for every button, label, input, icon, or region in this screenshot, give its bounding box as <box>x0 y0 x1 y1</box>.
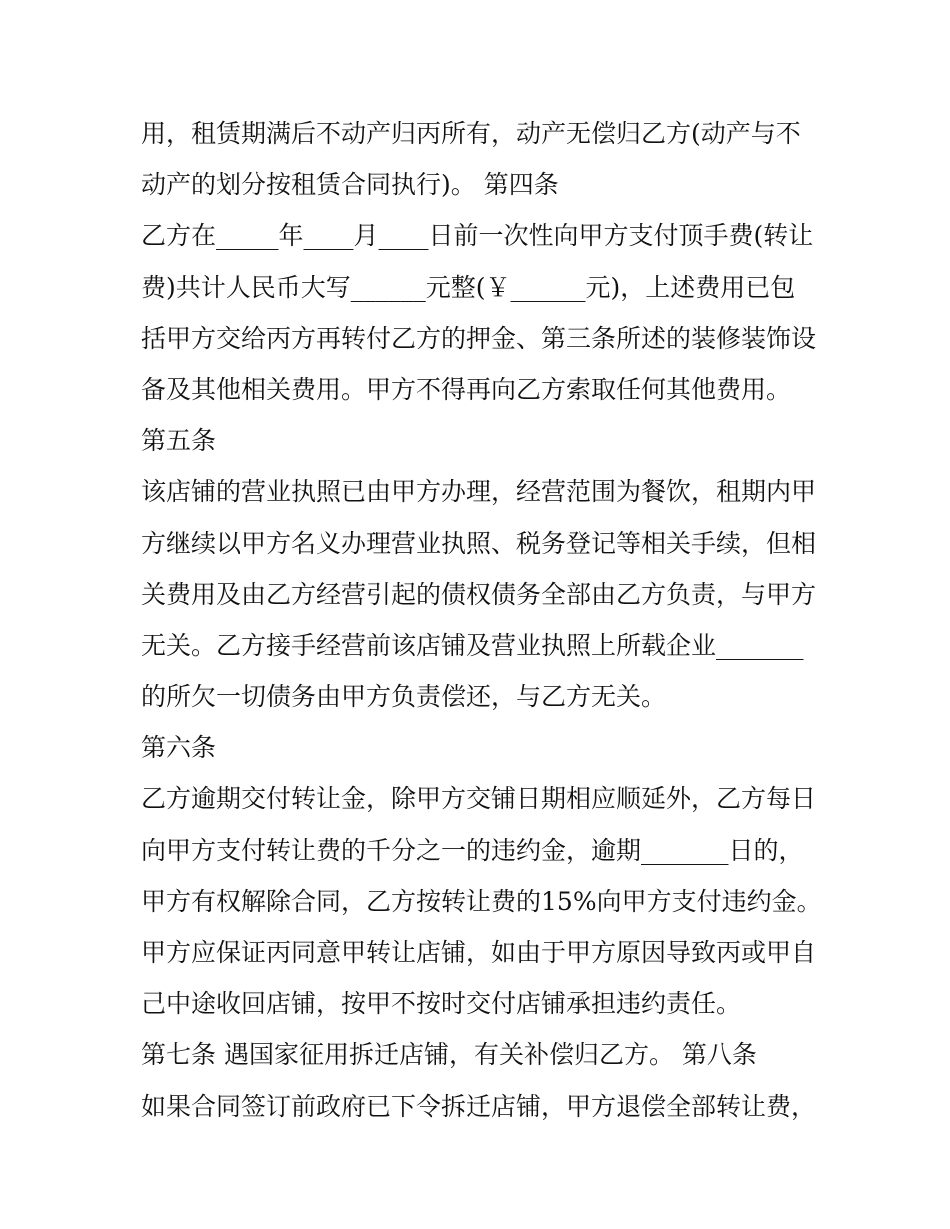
text-line: 的所欠一切债务由甲方负责偿还，与乙方无关。 <box>141 682 667 712</box>
contract-text <box>141 108 821 1132</box>
text-line: 关费用及由乙方经营引起的债权债务全部由乙方负责，与甲方 <box>141 579 817 609</box>
text-line: 备及其他相关费用。甲方不得再向乙方索取任何其他费用。 <box>141 374 792 404</box>
text-line: 甲方应保证丙同意甲转让店铺，如由于甲方原因导致丙或甲自 <box>141 938 817 967</box>
text-line: 甲方有权解除合同，乙方按转让费的15%向甲方支付违约金。 <box>141 886 822 916</box>
text-line: 如果合同签订前政府已下令拆迁店铺，甲方退偿全部转让费， <box>141 1091 817 1121</box>
text-line: 动产的划分按租赁合同执行)。 第四条 <box>141 170 559 200</box>
text-line: 费)共计人民币大写______元整(￥______元)，上述费用已包 <box>141 272 796 302</box>
text-line: 用，租赁期满后不动产归丙所有，动产无偿归乙方(动产与不 <box>141 119 801 148</box>
text-line: 向甲方支付转让费的千分之一的违约金，逾期_______日的， <box>141 835 804 865</box>
section-heading: 第六条 <box>141 733 217 763</box>
text-line: 第七条 遇国家征用拆迁店铺，有关补偿归乙方。 第八条 <box>141 1040 757 1070</box>
text-line: 括甲方交给丙方再转付乙方的押金、第三条所述的装修装饰设 <box>141 323 817 353</box>
text-line: 该店铺的营业执照已由甲方办理，经营范围为餐饮，租期内甲 <box>141 477 817 507</box>
text-line: 方继续以甲方名义办理营业执照、税务登记等相关手续，但相 <box>141 528 817 558</box>
section-heading: 第五条 <box>141 426 217 456</box>
text-line: 乙方在_____年____月____日前一次性向甲方支付顶手费(转让 <box>141 221 814 251</box>
text-line: 乙方逾期交付转让金，除甲方交铺日期相应顺延外，乙方每日 <box>141 784 817 814</box>
text-line: 无关。乙方接手经营前该店铺及营业执照上所载企业_______ <box>141 630 804 660</box>
text-line: 己中途收回店铺，按甲不按时交付店铺承担违约责任。 <box>141 989 742 1019</box>
